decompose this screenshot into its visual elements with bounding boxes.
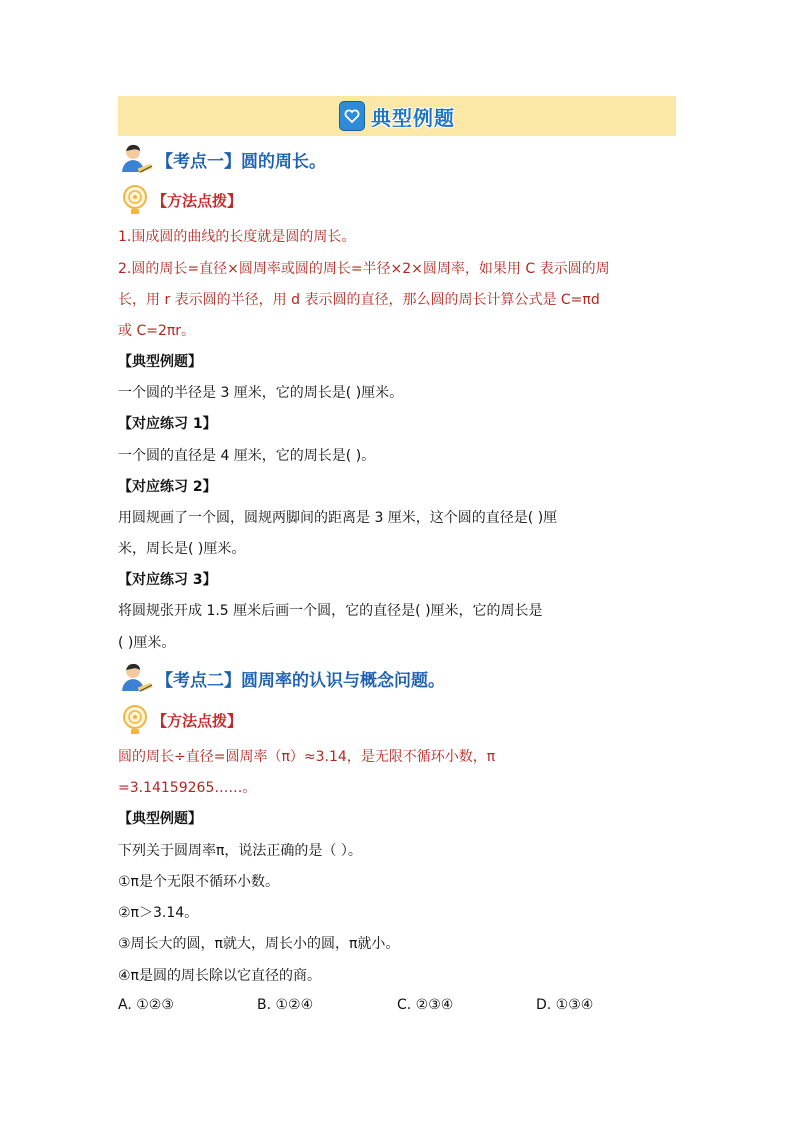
method-2-line-1: 圆的周长÷直径=圆周率（π）≈3.14，是无限不循环小数，π — [118, 749, 496, 765]
key-point-1-header — [118, 142, 326, 176]
student-writing-icon — [118, 142, 154, 176]
method-1-line-4: 或 C=2πr。 — [118, 323, 196, 339]
exercise-3-label: 【对应练习 3】 — [118, 572, 217, 588]
exercise-2-label: 【对应练习 2】 — [118, 479, 217, 495]
method-1-line-3: 长，用 r 表示圆的半径，用 d 表示圆的直径，那么圆的周长计算公式是 C=πd — [118, 292, 600, 308]
exercise-3-line-1: 将圆规张开成 1.5 厘米后画一个圆，它的直径是( )厘米，它的周长是 — [118, 603, 543, 619]
method-1-line-2: 2.圆的周长=直径×圆周率或圆的周长=半径×2×圆周率，如果用 C 表示圆的周 — [118, 261, 610, 277]
example-1-question: 一个圆的半径是 3 厘米，它的周长是( )厘米。 — [118, 385, 404, 401]
heart-book-icon — [339, 101, 365, 131]
exercise-2-line-2: 米，周长是( )厘米。 — [118, 541, 246, 557]
section-banner — [118, 96, 676, 136]
method-2-header — [120, 703, 242, 737]
option-c[interactable]: C. ②③④ — [397, 997, 454, 1013]
exercise-1-label: 【对应练习 1】 — [118, 416, 217, 432]
example-1-label: 【典型例题】 — [118, 354, 202, 370]
statement-2: ②π＞3.14。 — [118, 905, 199, 921]
method-1-title: 【方法点拨】 — [152, 191, 243, 210]
exercise-1-question: 一个圆的直径是 4 厘米，它的周长是( )。 — [118, 448, 376, 464]
statement-3: ③周长大的圆，π就大，周长小的圆，π就小。 — [118, 936, 400, 952]
option-b[interactable]: B. ①②④ — [257, 997, 314, 1013]
key-point-2-header — [118, 661, 445, 695]
exercise-3-line-2: ( )厘米。 — [118, 635, 176, 651]
method-2-title: 【方法点拨】 — [152, 711, 243, 730]
option-d[interactable]: D. ①③④ — [536, 997, 594, 1013]
method-1-line-1: 1.围成圆的曲线的长度就是圆的周长。 — [118, 229, 356, 245]
key-point-2-title: 【考点二】圆周率的认识与概念问题。 — [156, 670, 445, 691]
exercise-2-line-1: 用圆规画了一个圆，圆规两脚间的距离是 3 厘米，这个圆的直径是( )厘 — [118, 510, 558, 526]
method-1-header — [120, 183, 242, 217]
answer-options — [118, 997, 678, 1017]
option-a[interactable]: A. ①②③ — [118, 997, 174, 1013]
example-2-label: 【典型例题】 — [118, 811, 202, 827]
statement-1: ①π是个无限不循环小数。 — [118, 874, 279, 890]
banner-title: 典型例题 — [371, 105, 455, 130]
key-point-1-title: 【考点一】圆的周长。 — [156, 151, 326, 172]
lightbulb-icon — [120, 703, 150, 737]
student-writing-icon — [118, 661, 154, 695]
statement-4: ④π是圆的周长除以它直径的商。 — [118, 968, 321, 984]
lightbulb-icon — [120, 183, 150, 217]
method-2-line-2: =3.14159265……。 — [118, 780, 257, 796]
example-2-question: 下列关于圆周率π，说法正确的是（ ）。 — [118, 843, 362, 859]
